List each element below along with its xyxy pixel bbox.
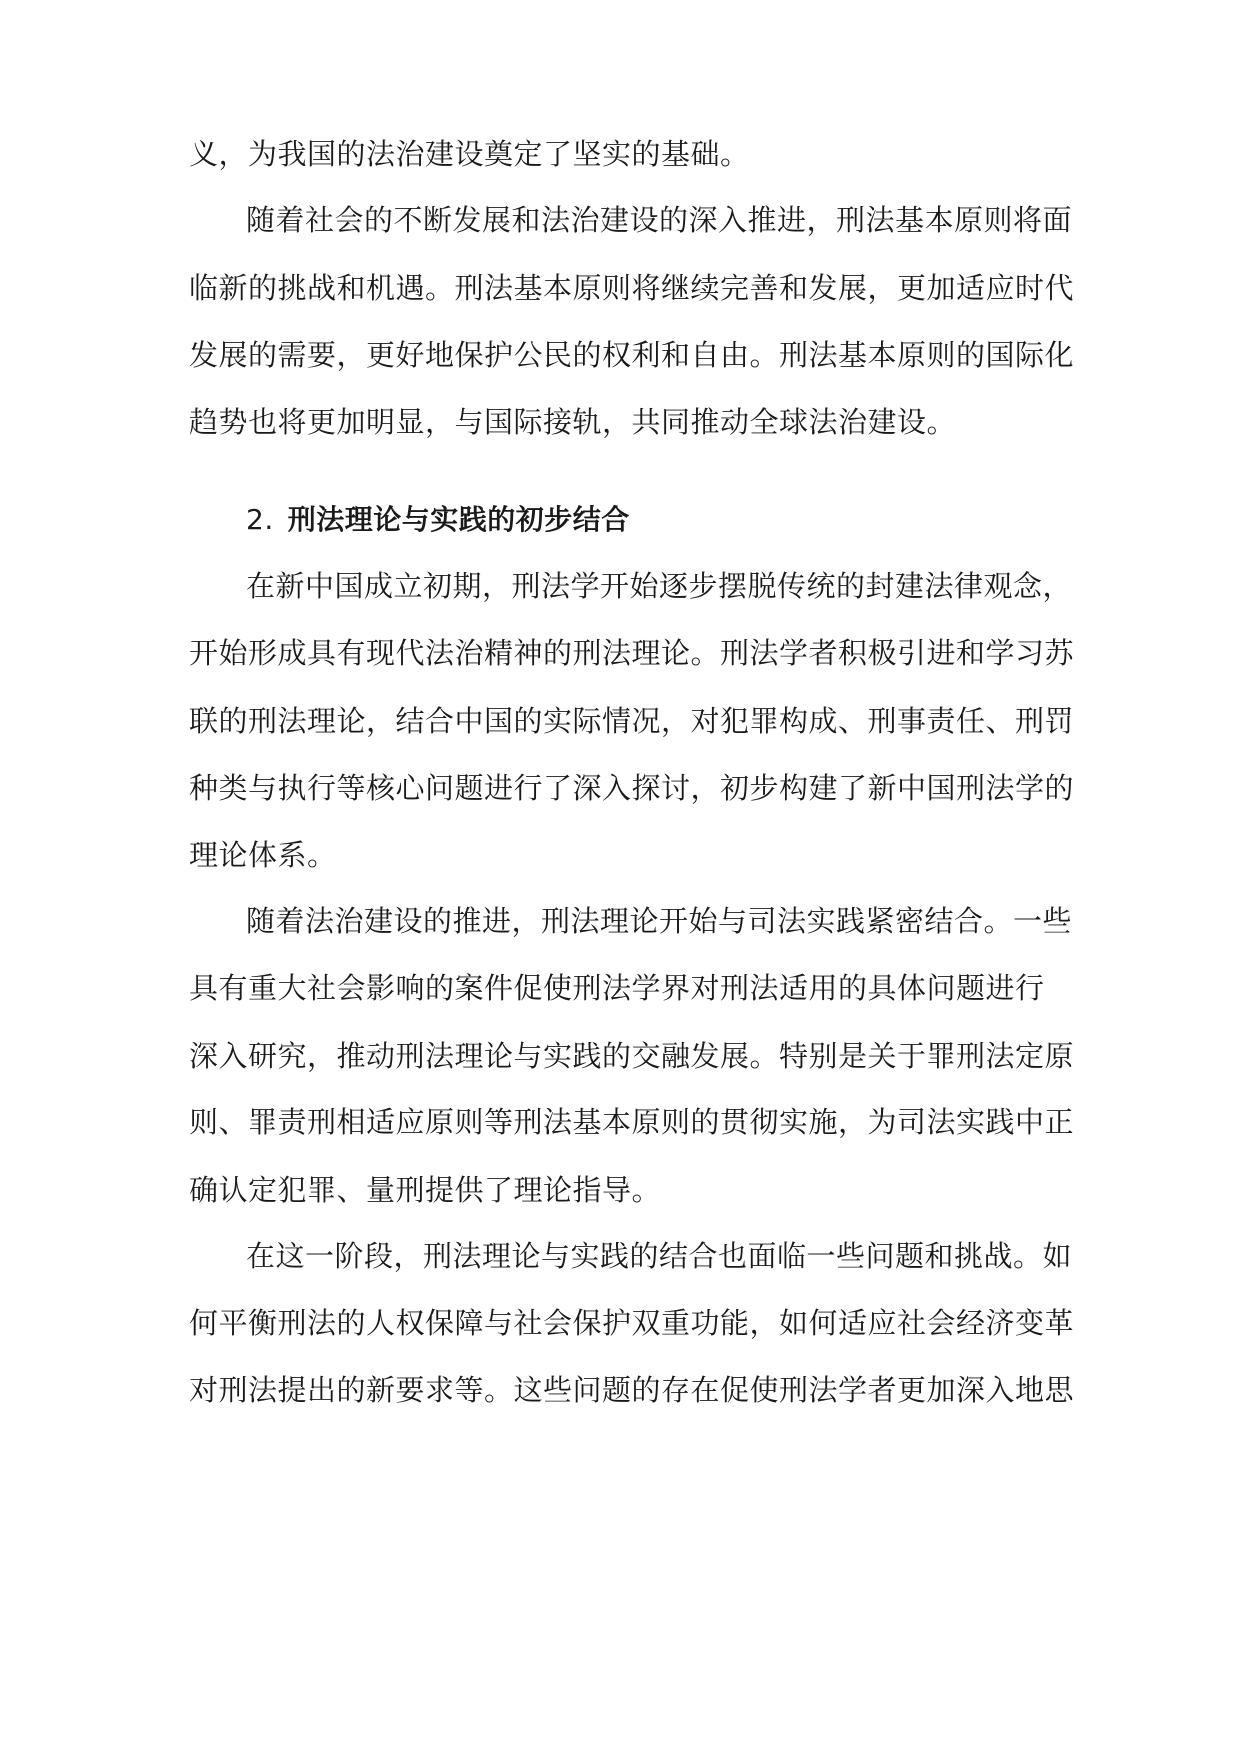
paragraph-line: 种类与执行等核心问题进行了深入探讨，初步构建了新中国刑法学的 [189, 771, 1075, 805]
paragraph-line: 则、罪责刑相适应原则等刑法基本原则的贯彻实施，为司法实践中正 [189, 1105, 1075, 1139]
paragraph-line: 对刑法提出的新要求等。这些问题的存在促使刑法学者更加深入地思 [189, 1373, 1075, 1407]
paragraph-line: 发展的需要，更好地保护公民的权利和自由。刑法基本原则的国际化 [189, 338, 1075, 372]
paragraph-line: 随着法治建设的推进，刑法理论开始与司法实践紧密结合。一些 [246, 904, 1073, 938]
paragraph-line: 随着社会的不断发展和法治建设的深入推进，刑法基本原则将面 [246, 203, 1073, 237]
paragraph-line: 在新中国成立初期，刑法学开始逐步摆脱传统的封建法律观念， [246, 569, 1073, 603]
paragraph-line: 联的刑法理论，结合中国的实际情况，对犯罪构成、刑事责任、刑罚 [189, 704, 1075, 738]
paragraph-line: 开始形成具有现代法治精神的刑法理论。刑法学者积极引进和学习苏 [189, 636, 1075, 670]
paragraph-line: 义，为我国的法治建设奠定了坚实的基础。 [189, 137, 750, 171]
section-number: 2. [246, 503, 274, 536]
paragraph-line: 理论体系。 [189, 838, 337, 872]
paragraph-line: 深入研究，推动刑法理论与实践的交融发展。特别是关于罪刑法定原 [189, 1039, 1075, 1073]
paragraph-line: 趋势也将更加明显，与国际接轨，共同推动全球法治建设。 [189, 405, 957, 439]
paragraph-line: 在这一阶段，刑法理论与实践的结合也面临一些问题和挑战。如 [246, 1239, 1073, 1273]
paragraph-line: 临新的挑战和机遇。刑法基本原则将继续完善和发展，更加适应时代 [189, 271, 1075, 305]
paragraph-line: 确认定犯罪、量刑提供了理论指导。 [189, 1173, 662, 1207]
section-heading [246, 500, 630, 540]
section-title: 刑法理论与实践的初步结合 [287, 503, 630, 536]
paragraph-line: 具有重大社会影响的案件促使刑法学界对刑法适用的具体问题进行 [189, 971, 1045, 1005]
paragraph-line: 何平衡刑法的人权保障与社会保护双重功能，如何适应社会经济变革 [189, 1306, 1075, 1340]
